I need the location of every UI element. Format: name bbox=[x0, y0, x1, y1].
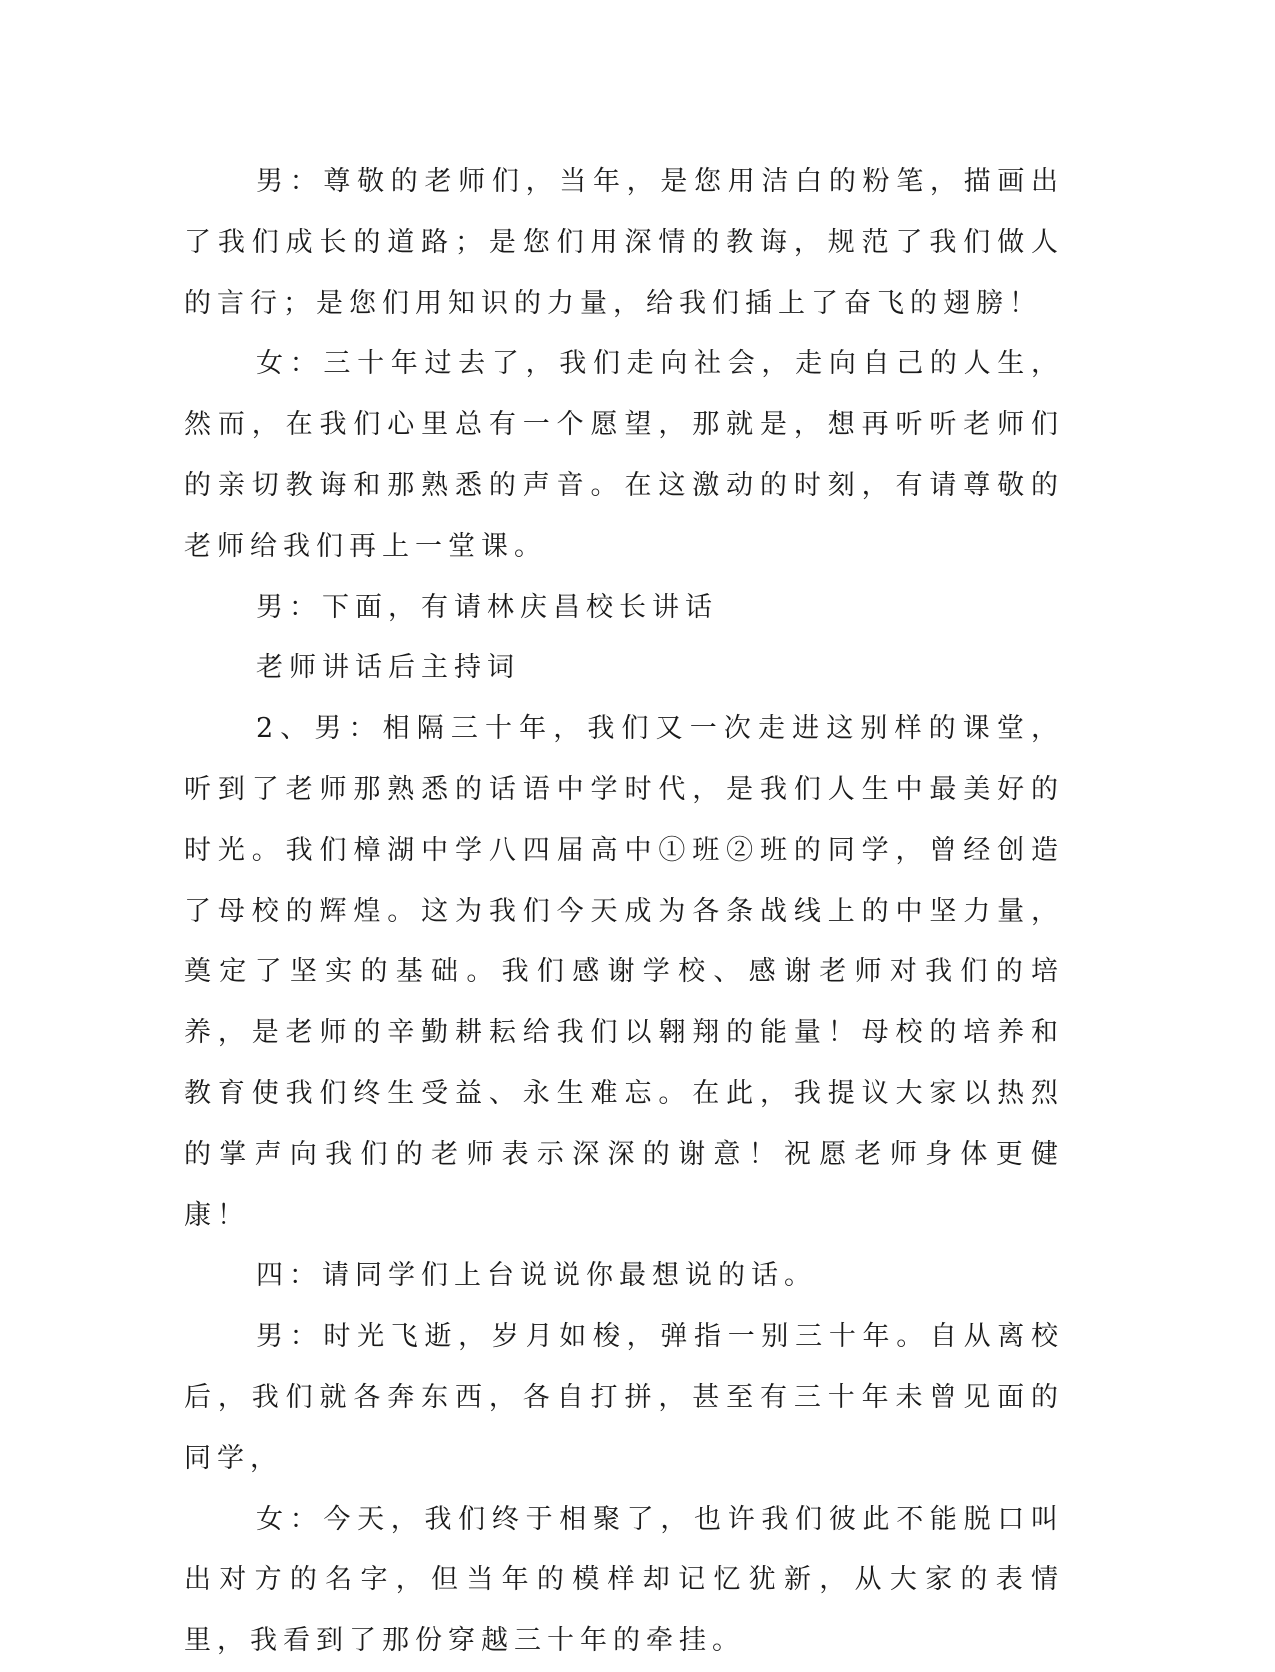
paragraph-students-speak: 四：请同学们上台说说你最想说的话。 bbox=[256, 1260, 817, 1292]
paragraph-male-teachers-praise: 男：尊敬的老师们，当年，是您用洁白的粉笔，描画出了我们成长的道路；是您们用深情的教诲，规范了我们做人的言行；是您们用知识的力量，给我们插上了奋飞的翅膀！ bbox=[184, 166, 1064, 319]
paragraph-male-time-flies: 男：时光飞逝，岁月如梭，弹指一别三十年。自从离校后，我们就各奔东西，各自打拼，甚至有三十年未曾见面的同学， bbox=[184, 1321, 1064, 1474]
paragraph-section-heading: 老师讲话后主持词 bbox=[256, 652, 520, 684]
paragraph-female-thirty-years: 女：三十年过去了，我们走向社会，走向自己的人生，然而，在我们心里总有一个愿望，那就是，想再听听老师们的亲切教诲和那熟悉的声音。在这激动的时刻，有请尊敬的老师给我们再上一堂课。 bbox=[184, 348, 1064, 562]
document-body bbox=[184, 152, 1064, 1672]
paragraph-male-principal-speech: 男：下面，有请林庆昌校长讲话 bbox=[256, 591, 718, 623]
paragraph-female-reunion: 女：今天，我们终于相聚了，也许我们彼此不能脱口叫出对方的名字，但当年的模样却记忆犹新，从大家的表情里，我看到了那份穿越三十年的牵挂。 bbox=[184, 1503, 1064, 1657]
paragraph-male-classroom: 2、男：相隔三十年，我们又一次走进这别样的课堂，听到了老师那熟悉的话语中学时代，是我们人生中最美好的时光。我们樟湖中学八四届高中①班②班的同学，曾经创造了母校的辉煌。这为我们今天成为各条战线上的中坚力量，奠定了坚实的基础。我们感谢学校、感谢老师对我们的培养，是老师的辛勤耕耘给我们以翱翔的能量！母校的培养和教育使我们终生受益、永生难忘。在此，我提议大家以热烈的掌声向我们的老师表示深深的谢意！祝愿老师身体更健康！ bbox=[184, 713, 1064, 1231]
